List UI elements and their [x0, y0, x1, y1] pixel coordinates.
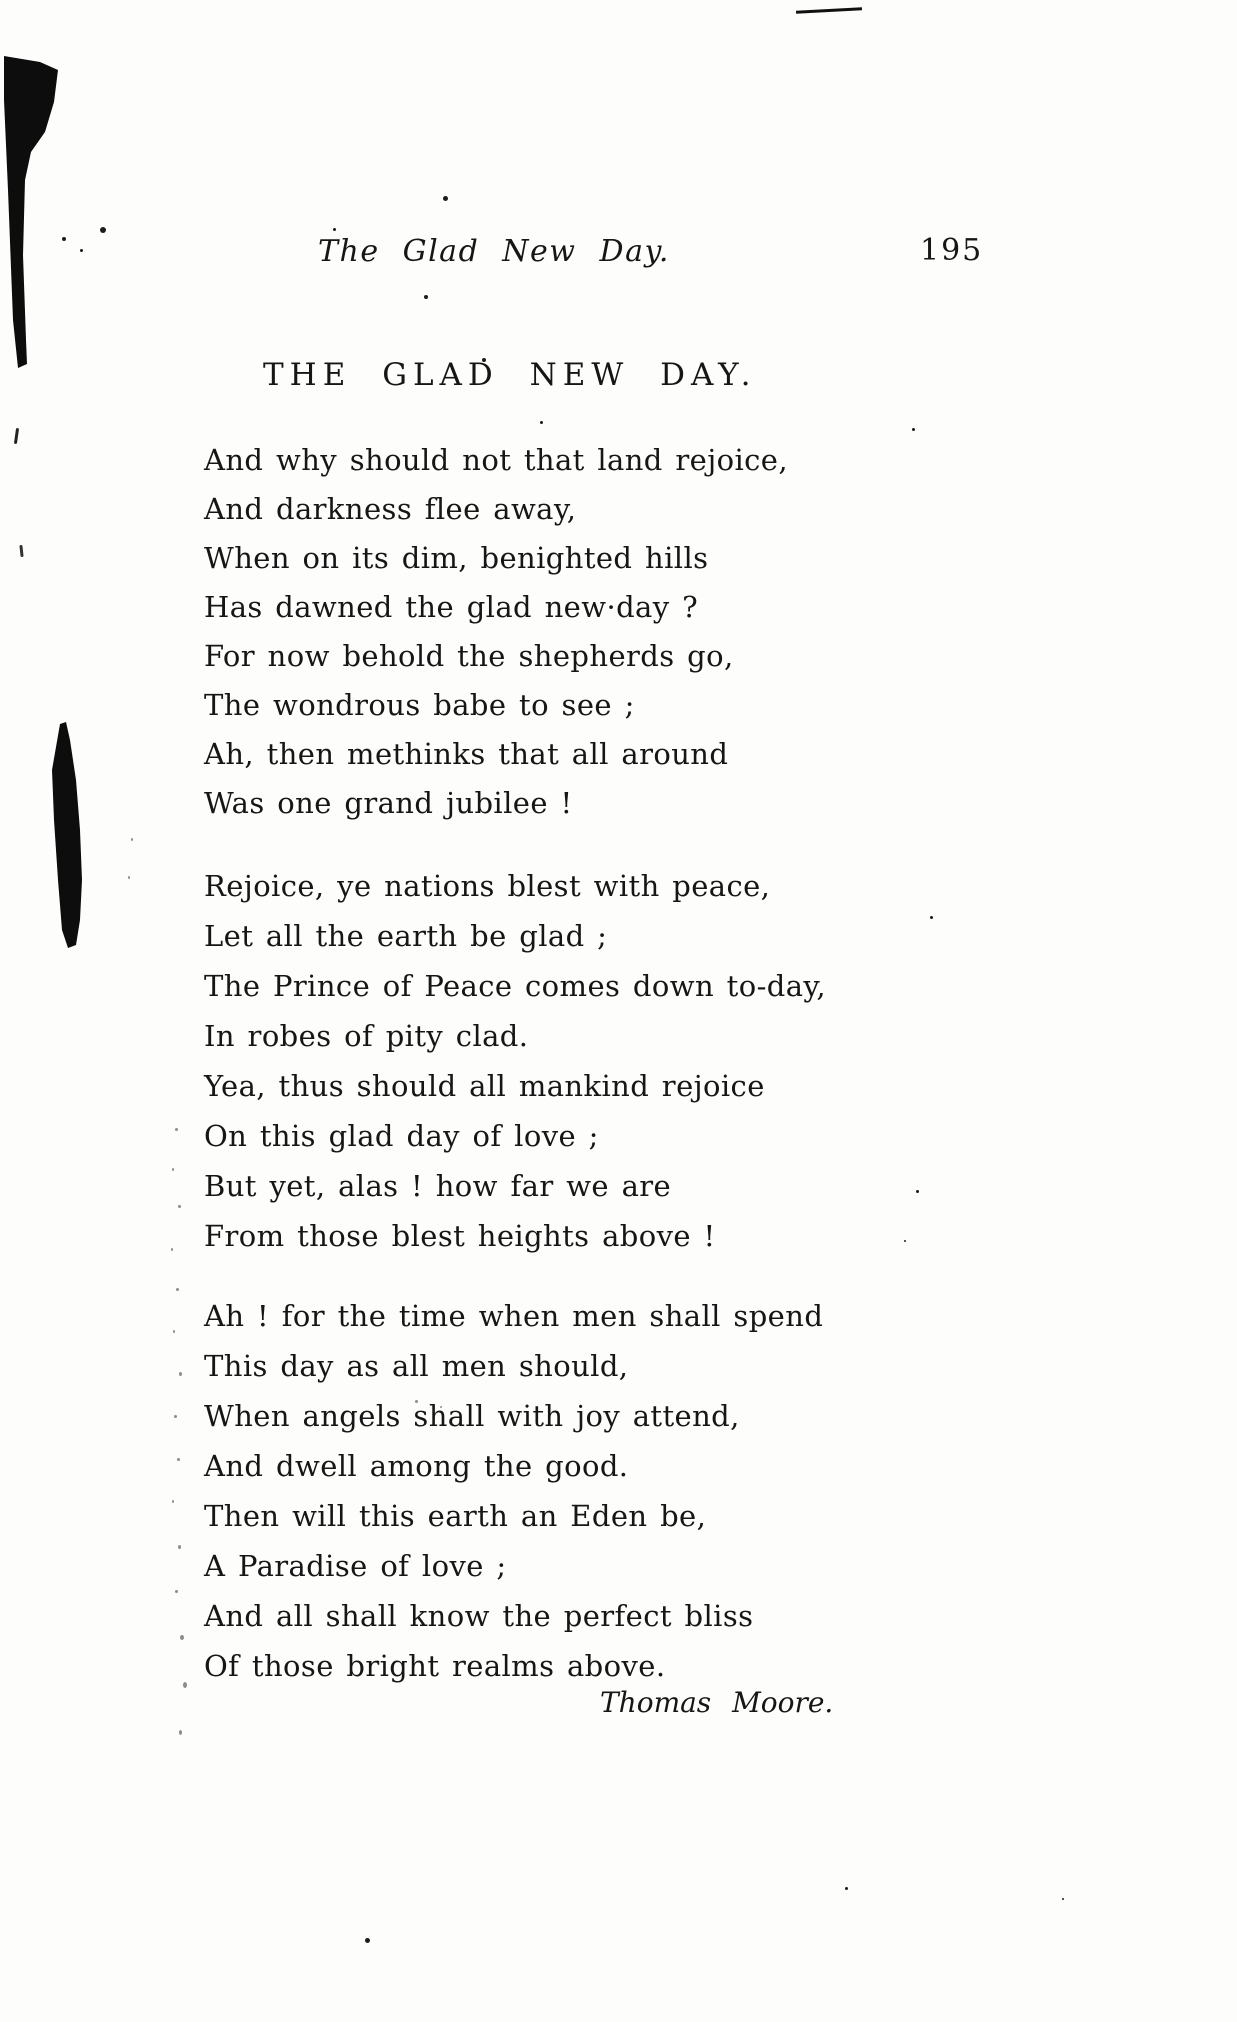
scan-speck	[178, 1545, 181, 1549]
poem-stanza-1	[204, 436, 788, 828]
scan-speck	[179, 1372, 182, 1376]
scan-speck	[177, 1458, 180, 1461]
scan-speck	[540, 421, 543, 424]
poem-line: Then will this earth an Eden be,	[204, 1499, 707, 1533]
scan-artifact-top-left-blotch	[0, 40, 100, 380]
scan-speck	[912, 428, 915, 431]
poem-attribution: Thomas Moore.	[600, 1686, 834, 1719]
scan-speck	[424, 295, 428, 299]
scan-speck	[172, 1168, 174, 1171]
poem-line: This day as all men should,	[204, 1349, 629, 1383]
poem-line: In robes of pity clad.	[204, 1019, 529, 1053]
scan-speck	[176, 1288, 179, 1291]
poem-stanza-3	[204, 1291, 823, 1691]
poem-line: But yet, alas ! how far we are	[204, 1169, 672, 1203]
running-header: The Glad New Day.	[318, 234, 670, 269]
poem-line: On this glad day of love ;	[204, 1119, 599, 1153]
poem-line: When angels shall with joy attend,	[204, 1399, 740, 1433]
scan-speck	[171, 1248, 173, 1251]
scan-speck	[131, 838, 133, 841]
scan-speck	[174, 1415, 177, 1418]
poem-line: Has dawned the glad new·day ?	[204, 590, 699, 624]
poem-line: And dwell among the good.	[204, 1449, 629, 1483]
scan-artifact-top-right-line	[796, 7, 862, 13]
scan-speck	[173, 1330, 175, 1333]
scan-speck	[128, 876, 130, 879]
poem-line: And all shall know the perfect bliss	[204, 1599, 754, 1633]
scan-speck	[14, 428, 19, 444]
scan-speck	[175, 1128, 178, 1131]
scan-speck	[904, 1240, 906, 1242]
poem-line: Let all the earth be glad ;	[204, 919, 608, 953]
poem-stanza-2	[204, 861, 826, 1261]
scan-speck	[916, 1190, 919, 1193]
scan-speck	[175, 1590, 178, 1593]
scan-speck	[443, 196, 448, 201]
poem-line: Ah, then methinks that all around	[204, 737, 729, 771]
scan-speck	[1062, 1898, 1064, 1900]
poem-line: Of those bright realms above.	[204, 1649, 666, 1683]
poem-line: From those blest heights above !	[204, 1219, 716, 1253]
scan-speck	[172, 1500, 174, 1503]
poem-line: Was one grand jubilee !	[204, 786, 573, 820]
poem-line: And why should not that land rejoice,	[204, 443, 788, 477]
scan-speck	[179, 1730, 182, 1735]
poem-line: A Paradise of love ;	[204, 1549, 507, 1583]
poem-line: The wondrous babe to see ;	[204, 688, 635, 722]
scan-speck	[80, 249, 83, 252]
poem-line: For now behold the shepherds go,	[204, 639, 734, 673]
scan-speck	[333, 228, 336, 231]
scan-speck	[62, 237, 66, 241]
scan-speck	[178, 1205, 181, 1208]
page-title: THE GLAD NEW DAY.	[263, 357, 757, 393]
scan-speck	[100, 227, 106, 233]
poem-line: Rejoice, ye nations blest with peace,	[204, 869, 771, 903]
poem-line: Yea, thus should all mankind rejoice	[204, 1069, 765, 1103]
scan-speck	[845, 1887, 848, 1890]
poem-line: When on its dim, benighted hills	[204, 541, 709, 575]
scan-artifact-left-streak	[40, 715, 100, 960]
poem-line: Ah ! for the time when men shall spend	[204, 1299, 824, 1333]
scan-speck	[930, 916, 933, 919]
scan-speck	[365, 1938, 370, 1943]
scan-speck	[19, 545, 23, 557]
page-number: 195	[920, 233, 984, 268]
poem-line: And darkness flee away,	[204, 492, 577, 526]
poem-line: The Prince of Peace comes down to-day,	[204, 969, 826, 1003]
scan-speck	[180, 1635, 184, 1640]
scan-speck	[183, 1682, 187, 1688]
